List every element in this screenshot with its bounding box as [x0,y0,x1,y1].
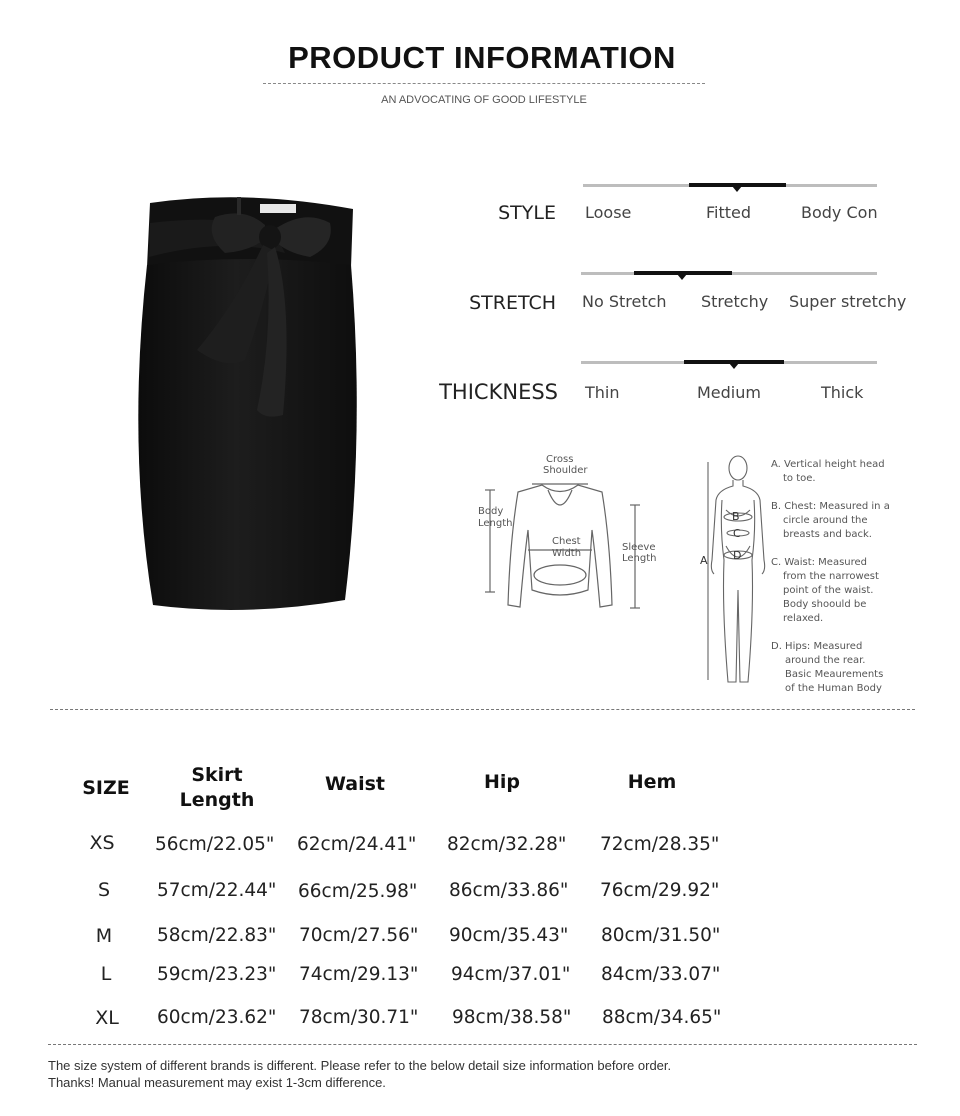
row-size: M [95,925,113,947]
cell-skirt-length: 59cm/23.23" [157,964,277,985]
stretch-option-super: Super stretchy [789,292,907,311]
title-divider [263,83,705,84]
note-c-5: relaxed. [783,613,824,624]
note-c-3: point of the waist. [783,585,874,596]
stretch-pointer-icon [677,274,687,280]
cell-waist: 70cm/27.56" [299,925,419,946]
cell-hem: 80cm/31.50" [601,925,721,946]
attr-stretch-label: STRETCH [469,292,556,314]
thickness-pointer-icon [729,363,739,369]
note-b-1: B. Chest: Measured in a [771,501,890,512]
cell-hip: 98cm/38.58" [452,1007,572,1028]
stretch-option-none: No Stretch [582,292,667,311]
thickness-option-medium: Medium [697,383,761,402]
sleeve-length-label-2: Length [622,553,657,564]
page-title: PRODUCT INFORMATION [288,40,676,75]
cell-hip: 86cm/33.86" [449,880,569,901]
cell-hem: 88cm/34.65" [602,1007,722,1028]
footer-note-1: The size system of different brands is different. Please refer to the below detail size information before order. [48,1058,672,1073]
section-divider [50,709,915,710]
row-size: XS [89,832,115,854]
sleeve-length-label-1: Sleeve [622,542,656,553]
row-size: XL [95,1007,119,1029]
garment-measurement-diagram [470,450,670,615]
chest-width-label-2: Width [552,548,582,559]
note-c-2: from the narrowest [783,571,879,582]
style-option-fitted: Fitted [706,203,752,222]
footer-divider [48,1044,917,1045]
skirt-product-image [125,195,365,620]
cell-waist: 74cm/29.13" [299,964,419,985]
row-size: S [97,879,111,901]
note-a-2: to toe. [783,473,816,484]
note-d-3: Basic Meaurements [785,669,884,680]
cell-skirt-length: 57cm/22.44" [157,880,277,901]
chest-width-label-1: Chest [552,536,581,547]
header-waist: Waist [324,773,385,795]
cross-label-2: Shoulder [543,465,588,476]
cell-hip: 94cm/37.01" [451,964,571,985]
page-subtitle: AN ADVOCATING OF GOOD LIFESTYLE [381,94,587,106]
cell-hem: 72cm/28.35" [600,834,720,855]
cell-hip: 82cm/32.28" [447,834,567,855]
cell-hip: 90cm/35.43" [449,925,569,946]
note-d-1: D. Hips: Measured [771,641,863,652]
body-length-label-2: Length [478,518,513,529]
header-skirt-length: Skirt Length [179,764,255,811]
marker-a: A [700,554,708,567]
marker-d: D [733,549,742,562]
header-size: SIZE [82,777,130,799]
cell-hem: 84cm/33.07" [601,964,721,985]
cell-hem: 76cm/29.92" [600,880,720,901]
cell-skirt-length: 60cm/23.62" [157,1007,277,1028]
thickness-option-thin: Thin [585,383,620,402]
header-hip: Hip [483,771,520,793]
cell-skirt-length: 58cm/22.83" [157,925,277,946]
cross-label-1: Cross [546,454,574,465]
style-option-bodycon: Body Con [801,203,878,222]
stretch-option-stretchy: Stretchy [701,292,769,311]
attr-thickness-label: THICKNESS [439,380,558,404]
thickness-option-thick: Thick [821,383,864,402]
note-d-2: around the rear. [785,655,866,666]
body-measurement-diagram [700,450,915,695]
marker-c: C [733,527,741,540]
note-c-1: C. Waist: Measured [771,557,868,568]
style-option-loose: Loose [585,203,632,222]
note-c-4: Body shoould be [783,599,867,610]
header-hem: Hem [627,771,677,793]
cell-skirt-length: 56cm/22.05" [155,834,275,855]
note-b-3: breasts and back. [783,529,872,540]
attr-style-label: STYLE [498,202,556,224]
cell-waist: 66cm/25.98" [298,881,418,902]
row-size: L [100,963,112,985]
note-b-2: circle around the [783,515,868,526]
note-d-4: of the Human Body [785,683,882,694]
body-length-label-1: Body [478,506,504,517]
cell-waist: 62cm/24.41" [297,834,417,855]
marker-b: B [732,510,740,523]
footer-note-2: Thanks! Manual measurement may exist 1-3cm difference. [48,1075,386,1090]
cell-waist: 78cm/30.71" [299,1007,419,1028]
style-pointer-icon [732,186,742,192]
note-a-1: A. Vertical height head [771,459,885,470]
